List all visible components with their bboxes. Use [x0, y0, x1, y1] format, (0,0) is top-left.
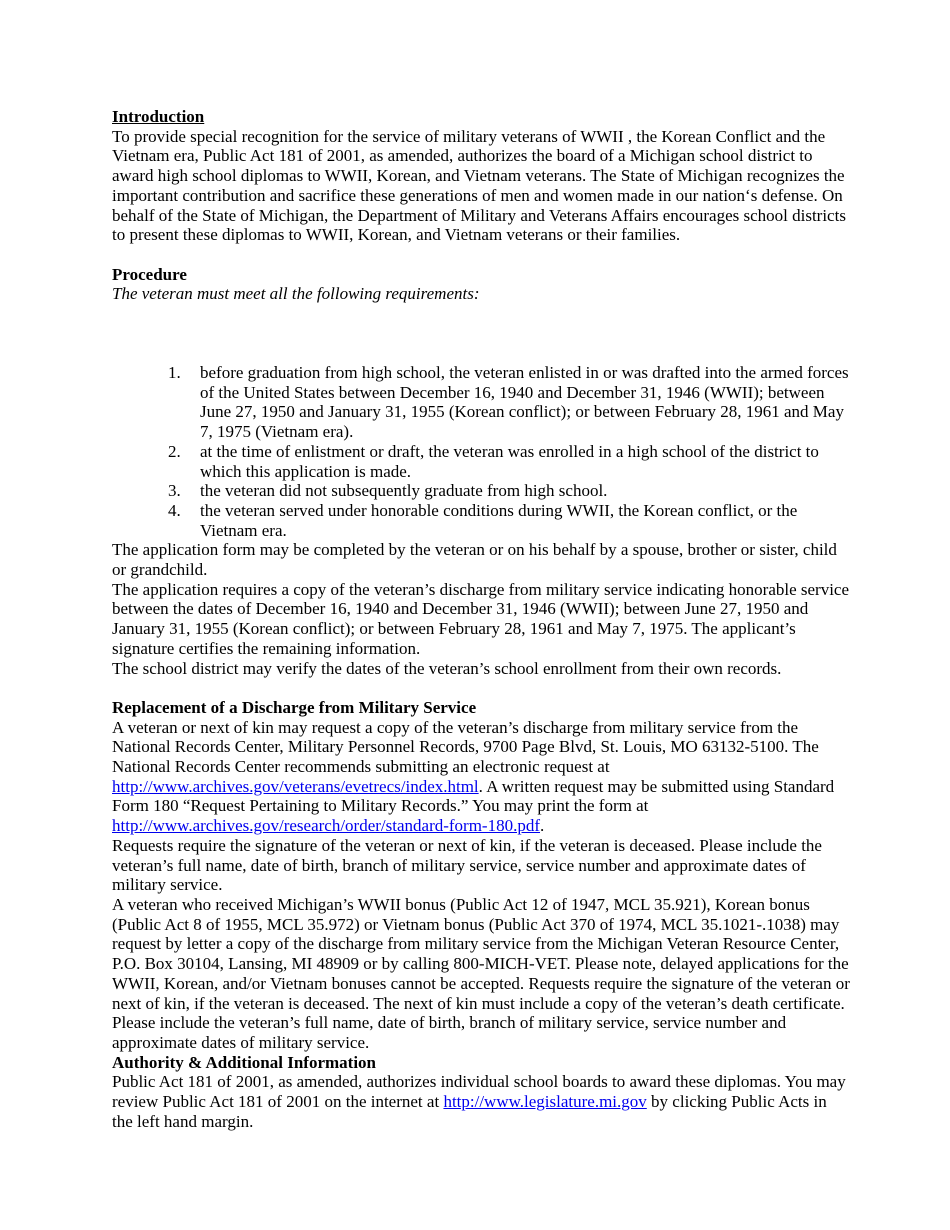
requirement-item-1 — [112, 363, 850, 442]
legislature-link[interactable]: http://www.legislature.mi.gov — [443, 1092, 647, 1112]
authority-text-2: by clicking Public Acts in the left hand margin. — [112, 1092, 827, 1131]
replacement-paragraph — [112, 718, 850, 836]
requirement-number-4: 4. — [168, 500, 181, 520]
requirement-number-3: 3. — [168, 481, 181, 501]
replacement-text-1: A veteran or next of kin may request a copy of the veteran’s discharge from military service from the National Records Center, Military Personnel Records, 9700 Page Blvd, St. Louis, MO 63132-5100. The National Records Center recommends submitting an electronic request at — [112, 717, 819, 777]
standard-form-180-link[interactable]: http://www.archives.gov/research/order/standard-form-180.pdf — [112, 816, 541, 836]
replacement-text-2: . A written request may be submitted using Standard Form 180 “Request Pertaining to Military Records.” You may print the form at — [112, 776, 835, 816]
requirement-item-2 — [112, 442, 850, 481]
procedure-heading: Procedure — [112, 264, 187, 284]
requirement-item-4 — [112, 501, 850, 540]
requests-signature-paragraph: Requests require the signature of the veteran or next of kin, if the veteran is deceased. Please include the veteran’s full name, date of birth, branch of military service, service number and approximate dates of military service. — [112, 835, 822, 895]
application-completed-paragraph: The application form may be completed by the veteran or on his behalf by a spouse, brother or sister, child or grandchild. — [112, 540, 837, 580]
requirement-text-1: before graduation from high school, the veteran enlisted in or was drafted into the armed forces of the United States between December 16, 1940 and December 31, 1946 (WWII); between June 27, 1950 and January 31, 1955 (Korean conflict); or between February 28, 1961 and May 7, 1975 (Vietnam era). — [200, 363, 849, 442]
application-requires-paragraph: The application requires a copy of the veteran’s discharge from military service indicating honorable service between the dates of December 16, 1940 and December 31, 1946 (WWII); between June 27, 1950 and January 31, 1955 (Korean conflict); or between February 28, 1961 and May 7, 1975. The applicant’s signature certifies the remaining information. — [112, 579, 850, 658]
authority-heading: Authority & Additional Information — [112, 1052, 376, 1072]
requirement-number-1: 1. — [168, 363, 181, 383]
introduction-heading-text: Introduction — [112, 107, 205, 126]
archives-evetrecs-link[interactable]: http://www.archives.gov/veterans/evetrecs/index.html — [112, 776, 479, 796]
authority-paragraph — [112, 1072, 850, 1131]
introduction-heading — [112, 107, 850, 127]
requirement-item-3 — [112, 481, 850, 501]
bonus-paragraph: A veteran who received Michigan’s WWII bonus (Public Act 12 of 1947, MCL 35.921), Korean bonus (Public Act 8 of 1955, MCL 35.972) or Vietnam bonus (Public Act 370 of 1974, MCL 35.1021-.1038) may request by letter a copy of the discharge from military service from the Michigan Veteran Resource Center, P.O. Box 30104, Lansing, MI 48909 or by calling 800-MICH-VET. Please note, delayed applications for the WWII, Korean, and/or Vietnam bonuses cannot be accepted. Requests require the signature of the veteran or next of kin, if the veteran is deceased. The next of kin must include a copy of the veteran’s death certificate. Please include the veteran’s full name, date of birth, branch of military service, service number and approximate dates of military service. — [112, 894, 850, 1052]
procedure-requirements-intro: The veteran must meet all the following requirements: — [112, 284, 480, 304]
authority-text-1: Public Act 181 of 2001, as amended, authorizes individual school boards to award these diplomas. You may review Public Act 181 of 2001 on the internet at — [112, 1072, 846, 1112]
requirement-number-2: 2. — [168, 441, 181, 461]
replacement-heading: Replacement of a Discharge from Military Service — [112, 697, 477, 717]
requirement-text-3: the veteran did not subsequently graduate from high school. — [200, 481, 608, 501]
replacement-text-3: . — [540, 816, 545, 836]
school-district-verify-paragraph: The school district may verify the dates of the veteran’s school enrollment from their own records. — [112, 658, 782, 678]
introduction-paragraph: To provide special recognition for the service of military veterans of WWII , the Korean Conflict and the Vietnam era, Public Act 181 of 2001, as amended, authorizes the board of a Michigan school district to award high school diplomas to WWII, Korean, and Vietnam veterans. The State of Michigan recognizes the important contribution and sacrifice these generations of men and women made in our nation‘s defense. On behalf of the State of Michigan, the Department of Military and Veterans Affairs encourages school districts to present these diplomas to WWII, Korean, and Vietnam veterans or their families. — [112, 126, 846, 245]
requirements-list — [112, 363, 850, 540]
requirement-text-2: at the time of enlistment or draft, the veteran was enrolled in a high school of the district to which this application is made. — [200, 441, 819, 481]
requirement-text-4: the veteran served under honorable conditions during WWII, the Korean conflict, or the Vietnam era. — [200, 500, 798, 540]
